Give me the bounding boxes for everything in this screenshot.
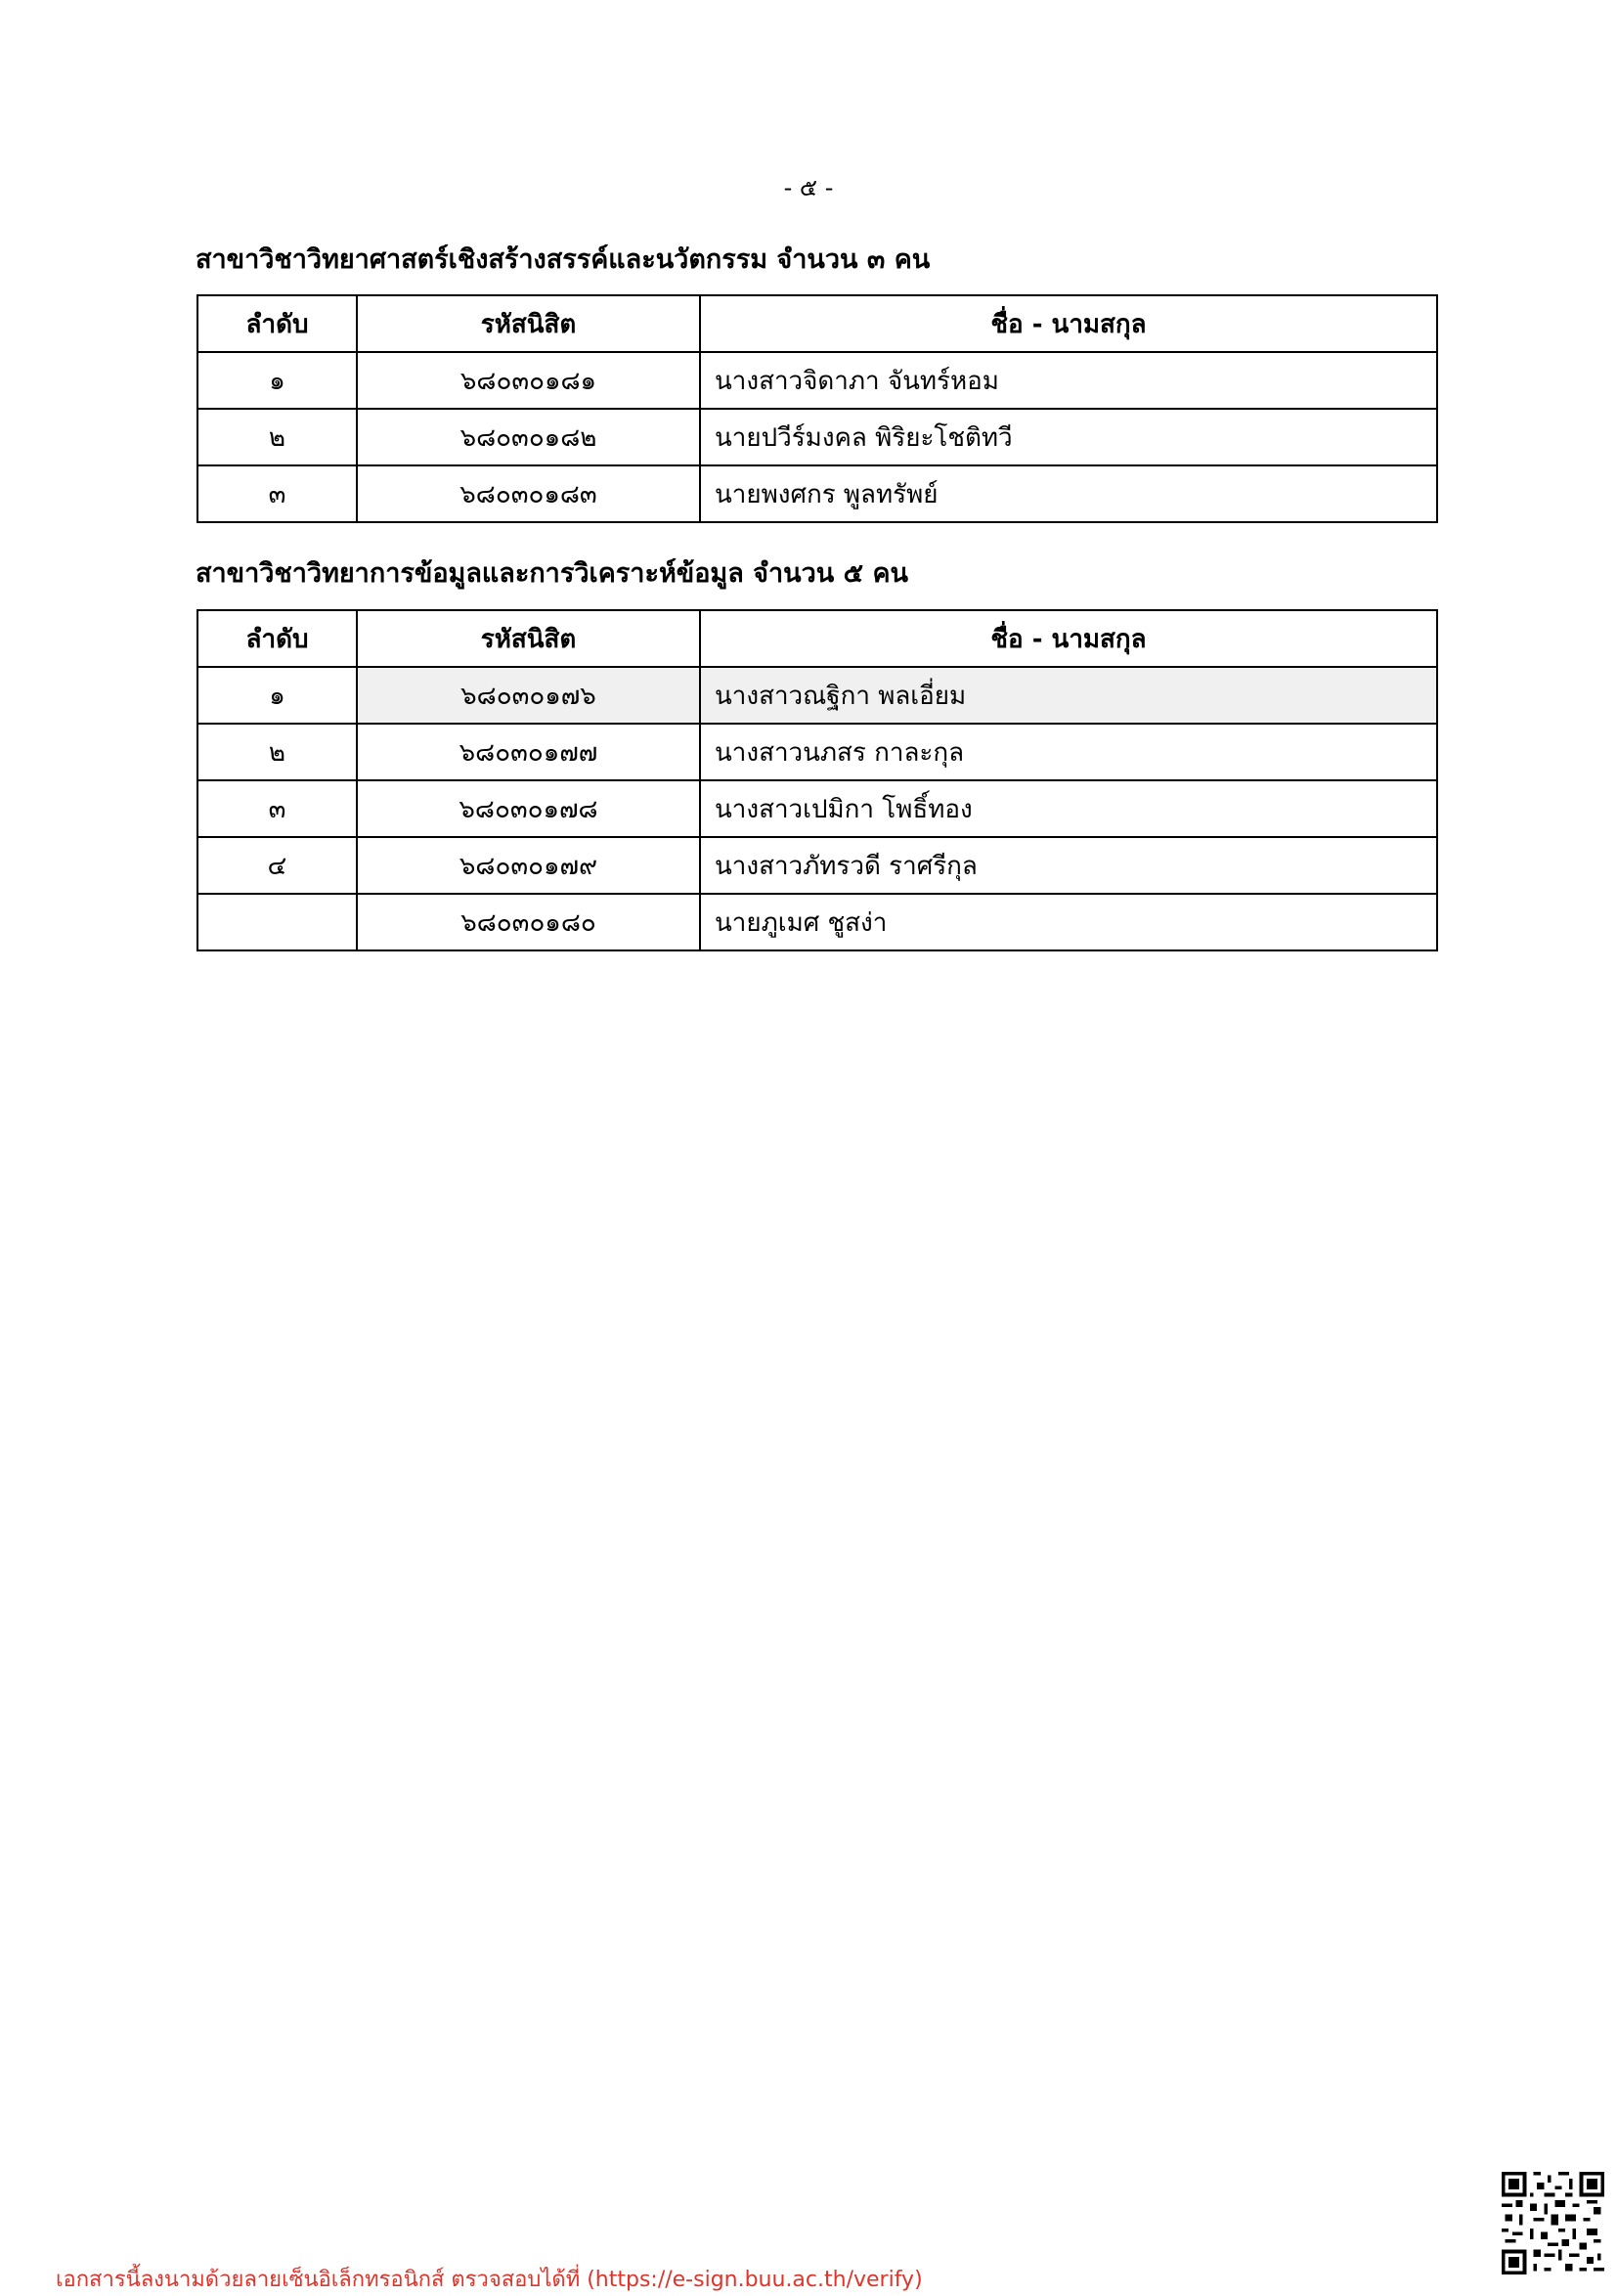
cell-student-id: ๖๘๐๓๐๑๗๘ — [357, 780, 700, 837]
table-header-row — [197, 610, 1437, 667]
table-row — [197, 667, 1437, 724]
cell-full-name: นางสาวณฐิกา พลเอี่ยม — [700, 667, 1437, 724]
cell-student-id: ๖๘๐๓๐๑๗๗ — [357, 724, 700, 780]
header-student-id: รหัสนิสิต — [357, 610, 700, 667]
table-header-row — [197, 295, 1437, 352]
cell-student-id: ๖๘๐๓๐๑๘๐ — [357, 894, 700, 950]
cell-order: ๑ — [197, 352, 357, 409]
creative-science-table — [197, 294, 1438, 523]
cell-full-name: นางสาวภัทรวดี ราศรีกุล — [700, 837, 1437, 894]
section-heading-data-science: สาขาวิชาวิทยาการข้อมูลและการวิเคราะห์ข้อมูล จำนวน ๕ คน — [196, 558, 908, 589]
cell-student-id: ๖๘๐๓๐๑๘๑ — [357, 352, 700, 409]
cell-order: ๓ — [197, 465, 357, 522]
cell-full-name: นางสาวเปมิกา โพธิ์ทอง — [700, 780, 1437, 837]
header-order: ลำดับ — [197, 610, 357, 667]
table-row — [197, 894, 1437, 950]
header-order: ลำดับ — [197, 295, 357, 352]
table-row — [197, 780, 1437, 837]
section-heading-creative-science: สาขาวิชาวิทยาศาสตร์เชิงสร้างสรรค์และนวัตกรรม จำนวน ๓ คน — [196, 244, 931, 275]
header-full-name: ชื่อ - นามสกุล — [700, 610, 1437, 667]
cell-full-name: นายปวีร์มงคล พิริยะโชติทวี — [700, 409, 1437, 465]
cell-full-name: นางสาวจิดาภา จันทร์หอม — [700, 352, 1437, 409]
cell-order: ๓ — [197, 780, 357, 837]
cell-order: ๒ — [197, 724, 357, 780]
cell-full-name: นางสาวนภสร กาละกุล — [700, 724, 1437, 780]
cell-student-id: ๖๘๐๓๐๑๗๙ — [357, 837, 700, 894]
cell-order: ๒ — [197, 409, 357, 465]
table-row — [197, 465, 1437, 522]
cell-full-name: นายพงศกร พูลทรัพย์ — [700, 465, 1437, 522]
qr-code-icon[interactable] — [1502, 2172, 1604, 2274]
cell-student-id: ๖๘๐๓๐๑๘๓ — [357, 465, 700, 522]
header-full-name: ชื่อ - นามสกุล — [700, 295, 1437, 352]
cell-student-id: ๖๘๐๓๐๑๗๖ — [357, 667, 700, 724]
table-row — [197, 837, 1437, 894]
cell-order: ๑ — [197, 667, 357, 724]
table-row — [197, 352, 1437, 409]
cell-order: ๔ — [197, 837, 357, 894]
header-student-id: รหัสนิสิต — [357, 295, 700, 352]
cell-order — [197, 894, 357, 950]
data-science-table — [197, 609, 1438, 951]
page-number: - ๕ - — [783, 174, 834, 201]
table-row — [197, 724, 1437, 780]
cell-full-name: นายภูเมศ ชูสง่า — [700, 894, 1437, 950]
e-signature-note: เอกสารนี้ลงนามด้วยลายเซ็นอิเล็กทรอนิกส์ ตรวจสอบได้ที่ (https://e-sign.buu.ac.th/verify) — [56, 2268, 923, 2292]
cell-student-id: ๖๘๐๓๐๑๘๒ — [357, 409, 700, 465]
table-row — [197, 409, 1437, 465]
